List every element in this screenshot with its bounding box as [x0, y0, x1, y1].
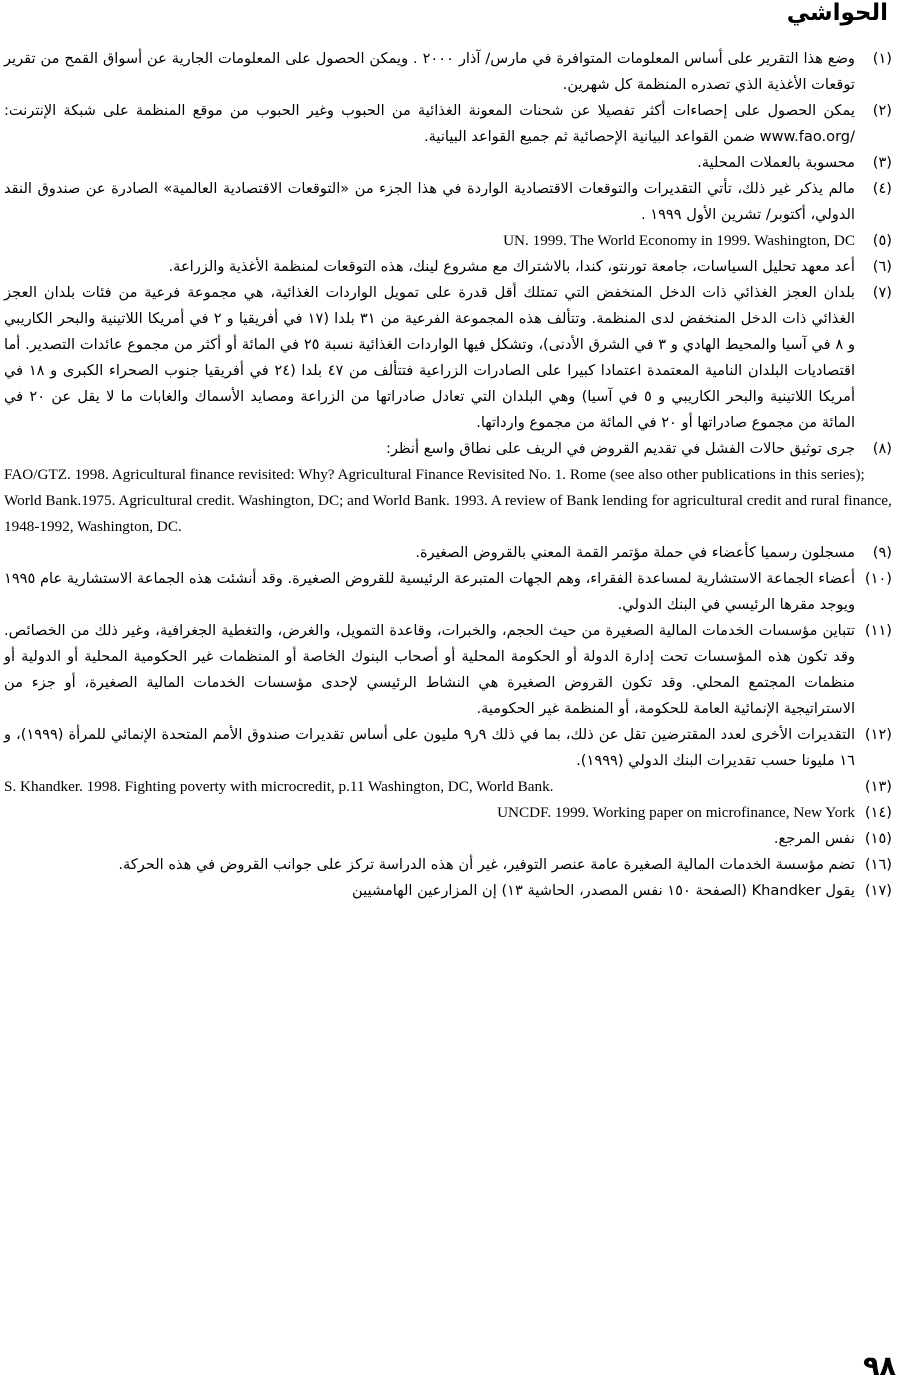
footnote-number: (١٠) [864, 570, 892, 587]
footnote-16 [4, 852, 892, 878]
footnote-text: أعضاء الجماعة الاستشارية لمساعدة الفقراء، وهم الجهات المتبرعة الرئيسية للقروض الصغيرة. وقد أنشئت هذه الجماعة الاستشارية عام ١٩٩٥ ويوجد مقرها الرئيسي في البنك الدولي. [4, 570, 855, 613]
footnote-english-text: UN. 1999. The World Economy in 1999. Washington, DC [503, 232, 855, 249]
footnote-17 [4, 878, 892, 904]
footnote-number: (١٥) [864, 830, 892, 847]
footnote-number: (٣) [872, 154, 892, 171]
footnote-12 [4, 722, 892, 774]
footnote-text: جرى توثيق حالات الفشل في تقديم القروض في الريف على نطاق واسع أنظر: [385, 440, 855, 457]
footnote-11 [4, 618, 892, 722]
footnote-number: (١٦) [864, 856, 892, 873]
footnote-number: (٥) [872, 232, 892, 249]
footnote-number: (٢) [872, 102, 892, 119]
footnote-5 [4, 228, 892, 254]
footnote-13 [4, 774, 892, 800]
footnote-number: (٤) [872, 180, 892, 197]
footnote-8 [4, 436, 892, 462]
footnote-number: (١) [872, 50, 892, 67]
footnote-14 [4, 800, 892, 826]
footnote-number: (١٣) [864, 778, 892, 795]
footnote-15 [4, 826, 892, 852]
footnote-text: يقول Khandker (الصفحة ١٥٠ نفس المصدر، الحاشية ١٣) إن المزارعين الهامشيين [352, 882, 855, 899]
footnote-number: (١٢) [864, 726, 892, 743]
footnote-english-text: UNCDF. 1999. Working paper on microfinance, New York [497, 804, 855, 821]
footnote-text: نفس المرجع. [773, 830, 855, 847]
footnote-text: التقديرات الأخرى لعدد المقترضين تقل عن ذلك، بما في ذلك ٩ر٩ مليون على أساس تقديرات صندوق الأمم المتحدة الإنمائي للمرأة (١٩٩٩)، و ١٦ مليونا حسب تقديرات البنك الدولي (١٩٩٩). [4, 726, 855, 769]
footnote-10 [4, 566, 892, 618]
footnote-number: (٨) [872, 440, 892, 457]
footnote-7 [4, 280, 892, 436]
footnote-text: مسجلون رسميا كأعضاء في حملة مؤتمر القمة المعني بالقروض الصغيرة. [415, 544, 855, 561]
footnote-text: أعد معهد تحليل السياسات، جامعة تورنتو، كندا، بالاشتراك مع مشروع لينك، هذه التوقعات لمنظمة الأغذية والزراعة. [168, 258, 855, 275]
footnote-4 [4, 176, 892, 228]
footnote-text: بلدان العجز الغذائي ذات الدخل المنخفض التي تمتلك أقل قدرة على تمويل الواردات الغذائية، هي مجموعة فرعية من فئات بلدان العجز الغذائي ذات الدخل المنخفض لدى المنظمة. وتتألف هذه المجموعة الفرعية من ٣١ بلدا (١٧ في أفريقيا و ٢ في أمريكا اللاتينية والبحر الكاريبي و ٨ في آسيا والمحيط الهادي و ٣ في الشرق الأدنى)، وتشكل فيها الواردات الغذائية نسبة ٢٥ في المائة أو أكثر من مجموع عائدات التصدير. أما اقتصاديات البلدان النامية المعتمدة اعتمادا كبيرا على الصادرات الزراعية فتتألف من ٤٧ بلدا (٢٤ في أفريقيا جنوب الصحراء الكبرى و ١٨ في أمريكا اللاتينية والبحر الكاريبي و ٥ في آسيا) وهي البلدان التي تعادل صادراتها من الزراعة ومصايد الأسماك والغابات ما لا يقل عن ٢٠ في المائة من مجموع صادراتها أو ٢٠ في المائة من مجموع وارداتها. [4, 284, 856, 431]
footnote-number: (١١) [864, 622, 892, 639]
page-number: ٩٨ [863, 1351, 896, 1382]
footnote-3 [4, 150, 892, 176]
footnote-number: (١٧) [864, 882, 892, 899]
footnote-number: (١٤) [864, 804, 892, 821]
footnotes-list [4, 46, 892, 904]
footnote-text: محسوبة بالعملات المحلية. [697, 154, 855, 171]
footnote-text: تتباين مؤسسات الخدمات المالية الصغيرة من حيث الحجم، والخبرات، وقاعدة التمويل، والغرض، والتغطية الجغرافية، وغير ذلك من الخصائص. وقد تكون هذه المؤسسات تحت إدارة الدولة أو الحكومة المحلية أو أصحاب البنوك الخاصة أو المنظمات غير الحكومية المحلية أو الدولية أو منظمات المجتمع المحلي. وقد تكون القروض الصغيرة هي النشاط الرئيسي لإحدى مؤسسات الخدمات المالية الصغيرة، أو جزء من الاستراتيجية الإنمائية العامة للحكومة، أو المنظمة غير الحكومية. [4, 622, 855, 717]
footnote-number: (٦) [872, 258, 892, 275]
footnote-2 [4, 98, 892, 150]
footnote-text: مالم يذكر غير ذلك، تأتي التقديرات والتوقعات الاقتصادية الواردة في هذا الجزء من «التوقعات الاقتصادية العالمية» الصادرة عن صندوق النقد الدولي، أكتوبر/ تشرين الأول ١٩٩٩ . [4, 180, 855, 223]
footnote-text [4, 800, 855, 826]
footnote-text [4, 228, 855, 254]
footnote-1 [4, 46, 892, 98]
footnote-9 [4, 540, 892, 566]
page-title: الحواشي [786, 0, 888, 26]
footnote-text: يمكن الحصول على إحصاءات أكثر تفصيلا عن شحنات المعونة الغذائية من الحبوب وغير الحبوب من موقع المنظمة على شبكة الإنترنت: /www.fao.org ضمن القواعد البيانية الإحصائية ثم جميع القواعد البيانية. [4, 102, 855, 145]
footnote-text: تضم مؤسسة الخدمات المالية الصغيرة عامة عنصر التوفير، غير أن هذه الدراسة تركز على جوانب القروض في هذه الحركة. [118, 856, 855, 873]
footnote-text: وضع هذا التقرير على أساس المعلومات المتوافرة في مارس/ آذار ٢٠٠٠ . ويمكن الحصول على المعلومات الجارية عن أسواق القمح من تقرير توقعات الأغذية الذي تصدره المنظمة كل شهرين. [4, 50, 855, 93]
footnote-number: (٧) [872, 284, 892, 301]
footnote-number: (٩) [872, 544, 892, 561]
footnote-6 [4, 254, 892, 280]
footnote-english-text: S. Khandker. 1998. Fighting poverty with microcredit, p.11 Washington, DC, World Bank. [4, 778, 554, 795]
footnote-8-reference: FAO/GTZ. 1998. Agricultural finance revisited: Why? Agricultural Finance Revisited No. 1. Rome (see also other publications in this series); World Bank.1975. Agricultural credit. Washington, DC; and World Bank. 1993. A review of Bank lending for agricultural credit and rural finance, 1948-1992, Washington, DC. [4, 466, 892, 535]
